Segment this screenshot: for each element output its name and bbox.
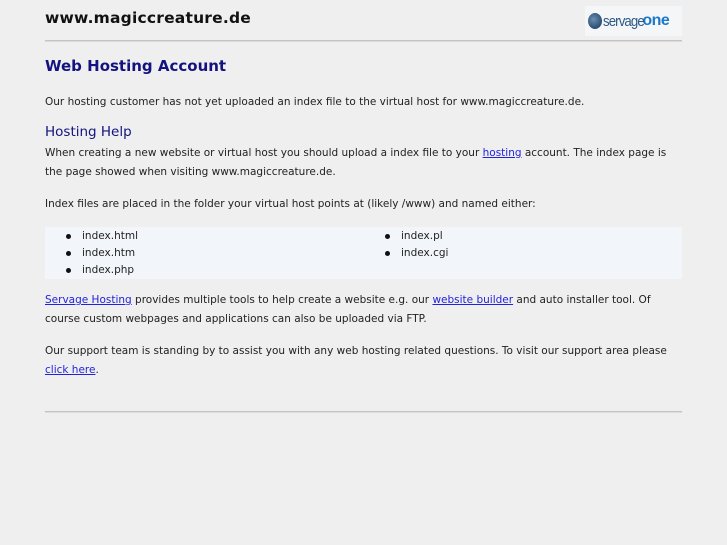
- tools-text-1: provides multiple tools to help create a website e.g. our: [131, 294, 433, 306]
- list-item: [66, 228, 138, 245]
- help-text-after: account. The index page is the page showed when visiting www.magiccreature.de.: [45, 147, 667, 178]
- tools-paragraph: [45, 291, 682, 329]
- list-item: [66, 262, 138, 279]
- bullet-icon: [66, 251, 71, 256]
- globe-icon: [588, 13, 602, 29]
- help-paragraph: [45, 144, 682, 182]
- top-divider: [45, 40, 682, 42]
- list-item: [385, 228, 448, 245]
- header: [45, 0, 682, 40]
- list-item: [385, 245, 448, 262]
- list-item: [66, 245, 138, 262]
- logo-text-servage: servage: [603, 12, 644, 30]
- index-files-list: [45, 227, 682, 279]
- bullet-icon: [66, 234, 71, 239]
- bottom-divider: [45, 411, 682, 413]
- list-item-label: index.php: [82, 264, 135, 276]
- help-text-before: When creating a new website or virtual host you should upload a index file to your: [45, 147, 483, 159]
- tools-text-2: and auto installer tool. Of course custom webpages and applications can also be uploaded via FTP.: [45, 294, 651, 325]
- support-text-end: .: [95, 364, 99, 376]
- intro-text: Our hosting customer has not yet uploaded an index file to the virtual host for www.magiccreature.de.: [45, 96, 585, 108]
- list-item-label: index.html: [82, 230, 138, 242]
- index-files-column-2: [385, 228, 448, 262]
- list-item-label: index.htm: [82, 247, 136, 259]
- site-title: www.magiccreature.de: [45, 9, 251, 27]
- bullet-icon: [385, 251, 390, 256]
- website-builder-link[interactable]: website builder: [432, 294, 514, 306]
- logo-text-one: one: [642, 12, 670, 29]
- support-text: Our support team is standing by to assist you with any web hosting related questions. To visit our support area please: [45, 345, 667, 357]
- list-item-label: index.cgi: [401, 247, 449, 259]
- index-files-column-1: [66, 228, 138, 279]
- list-item-label: index.pl: [401, 230, 443, 242]
- servage-hosting-link[interactable]: Servage Hosting: [45, 294, 132, 306]
- page-container: [45, 0, 682, 376]
- support-paragraph: [45, 342, 682, 380]
- index-files-text: Index files are placed in the folder your virtual host points at (likely /www) and named either:: [45, 198, 536, 210]
- section-title-hosting-help: Hosting Help: [45, 124, 132, 140]
- bullet-icon: [66, 268, 71, 273]
- hosting-link[interactable]: hosting: [482, 147, 522, 159]
- page-title: Web Hosting Account: [45, 57, 227, 75]
- bullet-icon: [385, 234, 390, 239]
- servage-one-logo[interactable]: [585, 6, 682, 36]
- click-here-link[interactable]: click here: [45, 364, 96, 376]
